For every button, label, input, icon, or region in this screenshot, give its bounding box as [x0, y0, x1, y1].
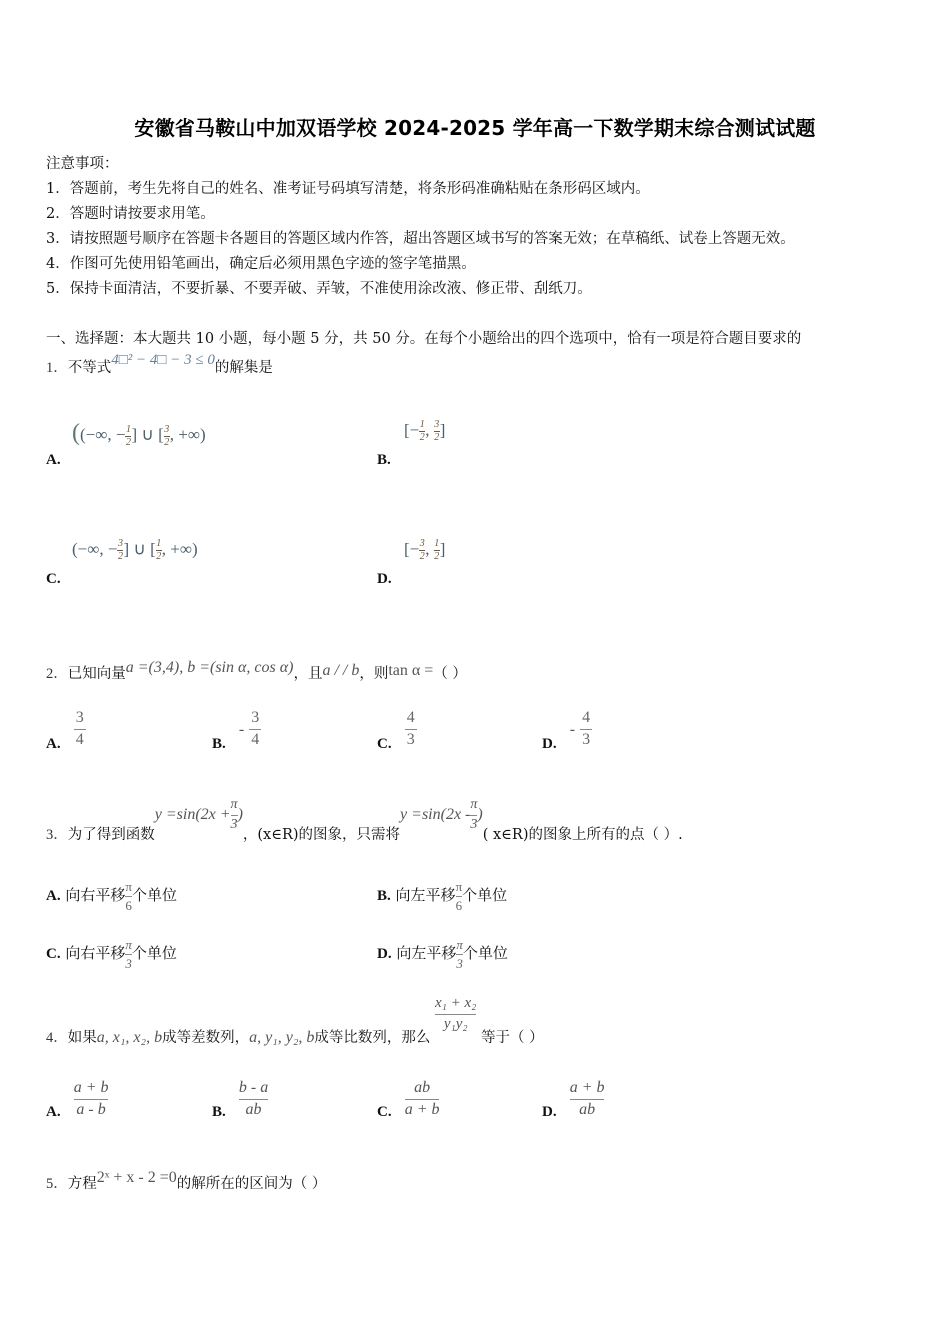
option-label[interactable]: C. — [46, 571, 61, 587]
question-number: 4． — [46, 1030, 68, 1047]
question-text: 成等差数列， — [162, 1030, 250, 1047]
question-text: 方程 — [67, 1176, 97, 1192]
note-item: 2．答题时请按要求用笔。 — [46, 206, 215, 222]
math-expression: y =sin(2x - $\frac{\pi}{3}$ ) — [400, 797, 483, 832]
fraction: $\frac{b - a}{ab}$ — [238, 1079, 269, 1118]
option-label: C. — [46, 946, 61, 963]
fraction: $\frac{3}{4}$ — [251, 709, 260, 748]
math-expression: 4□² − 4□ − 3 ≤ 0 — [111, 352, 215, 368]
option-label: A. — [46, 1103, 61, 1120]
fraction: $\frac{4}{3}$ — [406, 709, 415, 748]
option-label: D. — [377, 946, 392, 963]
question-text: 已知向量 — [67, 666, 126, 682]
option-a-math[interactable]: ((−∞, − $\frac{1}{2}$ ] ∪ [ $\frac{3}{2}$ , +∞) — [72, 420, 206, 448]
option-text: 向右平移 — [65, 944, 126, 963]
question-text: 不等式 — [67, 360, 112, 376]
fraction: $\frac{ab}{a + b}$ — [404, 1079, 440, 1118]
option-label: A. — [46, 735, 61, 752]
question-text: 成等比数列，那么 — [314, 1030, 431, 1047]
option-a[interactable] — [46, 1080, 108, 1119]
question-text: 的解集是 — [214, 360, 273, 376]
option-b-math[interactable]: [− $\frac{1}{2}$ , $\frac{3}{2}$ ] — [404, 419, 446, 443]
option-c-math[interactable]: (−∞, − $\frac{3}{2}$ ] ∪ [ $\frac{1}{2}$ , +∞) — [72, 538, 198, 562]
note-item: 1．答题前，考生先将自己的姓名、准考证号码填写清楚，将条形码准确粘贴在条形码区域内。 — [46, 181, 650, 197]
note-item: 4．作图可先使用铅笔画出，确定后必须用黑色字迹的签字笔描黑。 — [46, 256, 476, 272]
option-d[interactable] — [542, 1080, 604, 1119]
page-title: 安徽省马鞍山中加双语学校 2024-2025 学年高一下数学期末综合测试试题 — [134, 116, 816, 140]
math-expression: a, x₁, x₂, b — [96, 1029, 163, 1047]
question-text: 如果 — [67, 1030, 97, 1047]
option-text: 向左平移 — [395, 886, 456, 905]
option-c[interactable] — [377, 709, 417, 752]
question-number: 2． — [46, 666, 68, 682]
fraction: $\frac{\text{x₁ + x₂}}{\text{y₁y₂}}$ — [435, 995, 477, 1032]
option-text: 个单位 — [462, 944, 508, 963]
note-item: 3．请按照题号顺序在答题卡各题目的答题区域内作答，超出答题区域书写的答案无效；在草稿纸、试卷上答题无效。 — [46, 231, 795, 247]
note-item: 5．保持卡面清洁，不要折暴、不要弄破、弄皱，不准使用涂改液、修正带、刮纸刀。 — [46, 281, 592, 297]
math-expression: a =(3,4), b =(sin α, cos α) — [125, 659, 294, 676]
math-expression: y =sin(2x + $\frac{\pi}{3}$ ) — [154, 797, 243, 832]
sign: - — [238, 720, 245, 738]
question-3 — [46, 797, 683, 843]
option-text: 个单位 — [131, 944, 177, 963]
option-label: D. — [542, 1103, 557, 1120]
fraction: $\frac{\pi}{3}$ — [456, 937, 463, 971]
math-expression: tan α = — [388, 662, 434, 679]
question-number: 5． — [46, 1176, 68, 1192]
math-expression: a / / b — [322, 662, 360, 679]
fraction: $\frac{4}{3}$ — [582, 709, 591, 748]
option-text: 向左平移 — [396, 944, 457, 963]
option-d-math[interactable]: [− $\frac{3}{2}$ , $\frac{1}{2}$ ] — [404, 538, 446, 562]
option-label: C. — [377, 735, 392, 752]
option-label: B. — [377, 888, 391, 905]
option-text: 个单位 — [131, 886, 177, 905]
option-text: 向右平移 — [65, 886, 126, 905]
fraction: $\frac{\pi}{3}$ — [125, 937, 132, 971]
option-b[interactable] — [377, 880, 507, 912]
question-number: 3． — [46, 826, 68, 843]
option-label[interactable]: D. — [377, 571, 392, 587]
question-text: 等于（ ） — [481, 1030, 544, 1047]
option-c[interactable] — [377, 1080, 439, 1119]
option-b[interactable] — [212, 1080, 268, 1119]
question-text: （ ） — [433, 666, 467, 682]
fraction: $\frac{3}{4}$ — [75, 709, 84, 748]
option-label: B. — [212, 1103, 226, 1120]
question-number: 1． — [46, 360, 68, 376]
question-2 — [46, 659, 467, 683]
option-d[interactable] — [377, 938, 508, 970]
math-expression: a, y₁, y₂, b — [249, 1029, 315, 1047]
question-5 — [46, 1169, 327, 1193]
option-label: A. — [46, 888, 61, 905]
option-label[interactable]: B. — [377, 452, 391, 468]
question-text: ，且 — [293, 666, 323, 682]
option-c[interactable] — [46, 938, 177, 970]
fraction: $\frac{\pi}{6}$ — [125, 879, 132, 913]
option-a[interactable] — [46, 880, 177, 912]
fraction: $\frac{\pi}{6}$ — [455, 879, 463, 913]
option-text: 个单位 — [462, 886, 508, 905]
fraction: $\frac{a + b}{a - b}$ — [73, 1079, 109, 1118]
option-label: C. — [377, 1103, 392, 1120]
option-a[interactable] — [46, 709, 86, 752]
question-text: ，则 — [359, 666, 389, 682]
section-heading: 一、选择题：本大题共 10 小题，每小题 5 分，共 50 分。在每个小题给出的四个选项中，恰有一项是符合题目要求的 — [46, 331, 802, 347]
question-text: ( x∈R)的图象上所有的点（ ）. — [482, 826, 683, 843]
question-text: 为了得到函数 — [67, 826, 155, 843]
sign: - — [569, 720, 576, 738]
option-label: D. — [542, 735, 557, 752]
option-label: B. — [212, 735, 226, 752]
option-b[interactable] — [212, 709, 261, 752]
question-4 — [46, 995, 544, 1047]
question-text: ，(x∈R)的图象，只需将 — [242, 826, 401, 843]
question-text: 的解所在的区间为（ ） — [176, 1176, 327, 1192]
option-d[interactable] — [542, 709, 592, 752]
question-1 — [46, 352, 273, 377]
math-expression: 2ˣ + x - 2 =0 — [96, 1169, 177, 1186]
notes-heading: 注意事项： — [46, 156, 119, 172]
fraction: $\frac{a + b}{ab}$ — [569, 1079, 605, 1118]
option-label[interactable]: A. — [46, 452, 61, 468]
